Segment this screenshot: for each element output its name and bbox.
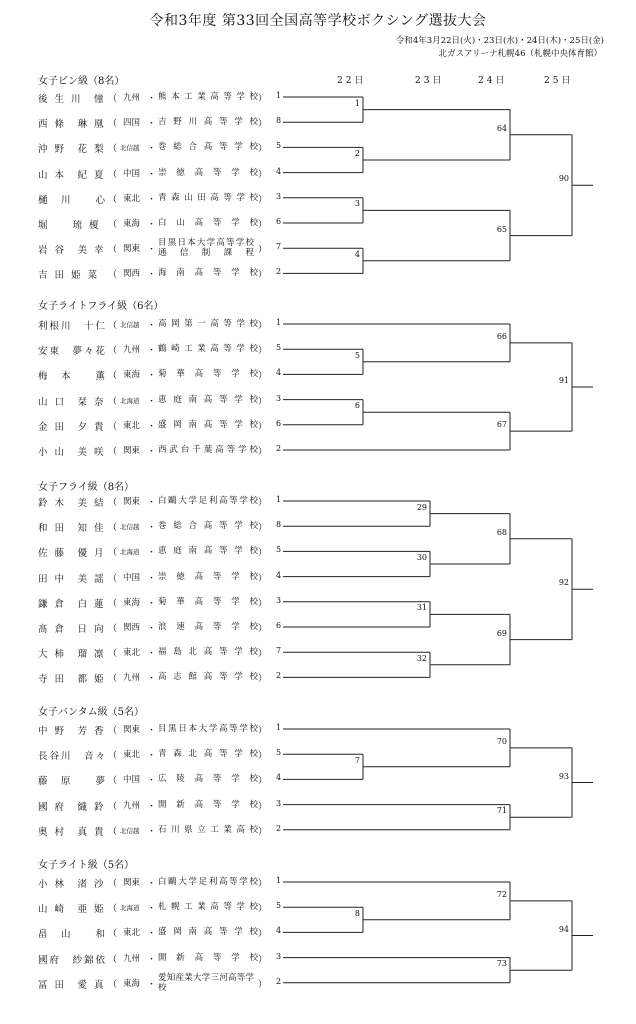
paren-open: （ (108, 144, 118, 155)
paren-open: （ (108, 270, 118, 281)
separator-dot: ・ (147, 954, 157, 965)
paren-open: （ (108, 826, 118, 837)
region-label: 東海 (123, 370, 141, 381)
separator-dot: ・ (147, 447, 157, 457)
school-name: 巻総合高等学校 (158, 142, 258, 153)
competitor-name: 小 山 美 咲 (38, 447, 106, 458)
region-label: 関東 (123, 497, 141, 507)
school-name: 菊華高等学校 (158, 596, 258, 607)
seed-number: 5 (276, 748, 282, 758)
paren-close: ） (258, 548, 268, 559)
competitor-name: 國府 紗錦依 (38, 954, 108, 966)
paren-open: （ (108, 447, 118, 457)
separator-dot: ・ (147, 321, 157, 331)
paren-open: （ (108, 573, 118, 584)
match-number: 69 (496, 628, 507, 638)
paren-close: ） (258, 573, 268, 584)
region-label: 九州 (123, 673, 141, 684)
paren-open: （ (108, 624, 118, 634)
match-number: 70 (496, 736, 507, 746)
school-name: 浪速高等学校 (158, 622, 258, 632)
school-name: 崇徳高等学校 (158, 571, 258, 582)
school-name: 白山高等学校 (158, 218, 258, 228)
separator-dot: ・ (147, 573, 157, 584)
match-number: 2 (354, 149, 360, 158)
seed-number: 8 (276, 520, 282, 530)
seed-number: 5 (276, 343, 282, 353)
school-name: 吉野川高等学校 (158, 117, 258, 128)
school-name: 開新高等学校 (158, 952, 258, 963)
event-dates: 令和4年3月22日(火)・23日(水)・24日(木)・25日(金) (395, 36, 604, 46)
competitor-name: 國 府 織 鈴 (38, 801, 106, 813)
seed-number: 8 (276, 116, 282, 126)
paren-open: （ (108, 548, 118, 559)
competitor-name: 中 野 芳 香 (38, 726, 106, 737)
region-label: 九州 (123, 345, 141, 356)
competitor-name: 藤 原 夢 (38, 776, 108, 788)
match-number: 3 (354, 199, 360, 209)
paren-close: ） (258, 649, 268, 660)
competitor-name: 後 生 川 憧 (38, 94, 106, 105)
region-label: 九州 (123, 800, 141, 811)
paren-open: （ (108, 498, 118, 508)
region-label: 九州 (123, 953, 141, 964)
seed-number: 6 (276, 621, 282, 630)
competitor-name: 堀 琉 榎 (38, 220, 101, 231)
paren-close: ） (258, 801, 268, 812)
competitor-name: 山 本 紀 夏 (38, 169, 106, 181)
paren-open: （ (108, 674, 118, 685)
region-label: 中国 (123, 572, 141, 583)
region-label: 東海 (123, 978, 141, 989)
seed-number: 3 (276, 951, 282, 961)
paren-open: （ (108, 94, 118, 104)
competitor-name: 長谷川 音々 (38, 751, 108, 763)
day-header: 24日 (478, 76, 508, 86)
paren-open: （ (108, 979, 118, 990)
day-header: 22日 (337, 76, 367, 86)
paren-close: ） (258, 144, 268, 155)
paren-open: （ (108, 421, 118, 432)
paren-close: ） (258, 194, 268, 205)
paren-close: ） (258, 929, 268, 940)
seed-number: 7 (276, 646, 282, 656)
separator-dot: ・ (147, 421, 157, 432)
competitor-name: 和 田 知 佳 (38, 523, 106, 535)
competitor-name: 利根川 十仁 (38, 321, 108, 332)
match-number: 1 (354, 98, 360, 108)
seed-number: 3 (276, 798, 282, 808)
seed-number: 2 (276, 671, 282, 681)
paren-close: ） (258, 119, 268, 130)
school-name: 崇徳高等学校 (158, 167, 258, 178)
match-number: 7 (354, 755, 360, 765)
seed-number: 1 (276, 91, 282, 100)
paren-open: （ (108, 929, 118, 940)
paren-close: ） (258, 776, 268, 787)
school-name: 恵庭南高等学校 (158, 546, 258, 557)
school-name: 開新高等学校 (158, 799, 258, 810)
separator-dot: ・ (147, 929, 157, 940)
match-number: 31 (416, 603, 427, 613)
paren-close: ） (258, 674, 268, 685)
match-number: 92 (558, 578, 569, 588)
separator-dot: ・ (147, 220, 157, 230)
paren-close: ） (258, 270, 268, 281)
separator-dot: ・ (147, 726, 157, 736)
school-name: 西武台千葉高等学校 (158, 445, 258, 455)
seed-number: 2 (276, 976, 282, 986)
seed-number: 1 (276, 723, 282, 732)
school-name: 広陵高等学校 (158, 774, 258, 785)
separator-dot: ・ (147, 94, 157, 104)
competitor-name: 樋 川 心 (38, 194, 108, 206)
match-number: 32 (416, 653, 427, 663)
seed-number: 2 (276, 823, 282, 833)
division-title: 女子フライ級（8名） (38, 482, 135, 493)
separator-dot: ・ (147, 624, 157, 634)
competitor-name: 山 口 栞 奈 (38, 396, 106, 408)
match-number: 6 (354, 401, 360, 411)
seed-number: 4 (276, 570, 282, 580)
day-header: 25日 (544, 76, 574, 86)
match-number: 94 (558, 924, 569, 934)
paren-close: ） (258, 904, 268, 915)
seed-number: 3 (276, 595, 282, 605)
match-number: 5 (354, 350, 360, 360)
competitor-name: 佐 藤 優 月 (38, 548, 106, 560)
paren-open: （ (108, 346, 118, 357)
seed-number: 3 (276, 393, 282, 403)
school-name: 海南高等学校 (158, 268, 258, 279)
region-label: 北海道 (120, 396, 140, 405)
paren-open: （ (108, 194, 118, 205)
school-name: 盛岡南高等学校 (158, 419, 258, 430)
seed-number: 1 (276, 318, 282, 327)
school-name: 鶴崎工業高等学校 (158, 344, 258, 355)
region-label: 関西 (123, 623, 141, 633)
match-number: 90 (558, 174, 569, 184)
region-label: 中国 (123, 168, 141, 179)
competitor-name: 髙 倉 日 向 (38, 624, 106, 635)
paren-close: ） (258, 169, 268, 180)
separator-dot: ・ (147, 523, 157, 534)
paren-close: ） (258, 979, 268, 990)
paren-open: （ (108, 119, 118, 130)
separator-dot: ・ (147, 751, 157, 762)
region-label: 北海道 (120, 904, 140, 913)
competitor-name: 奥 村 真 貴 (38, 826, 106, 838)
match-number: 72 (496, 889, 507, 899)
separator-dot: ・ (147, 548, 157, 559)
separator-dot: ・ (147, 396, 157, 407)
school-name: 白鷗大学足利高等学校 (158, 877, 258, 887)
school-name: 盛岡南高等学校 (158, 927, 258, 938)
match-number: 73 (496, 959, 507, 969)
region-label: 東海 (123, 597, 141, 608)
separator-dot: ・ (147, 169, 157, 180)
separator-dot: ・ (147, 270, 157, 281)
competitor-name: 寺 田 都 姫 (38, 674, 106, 686)
seed-number: 5 (276, 141, 282, 151)
paren-open: （ (108, 954, 118, 965)
region-label: 東北 (123, 928, 141, 939)
school-name: 青森北高等学校 (158, 749, 258, 760)
paren-close: ） (258, 447, 268, 457)
competitor-name: 冨 田 愛 真 (38, 979, 106, 991)
paren-open: （ (108, 523, 118, 534)
paren-close: ） (258, 954, 268, 965)
region-label: 関東 (123, 244, 141, 255)
division-title: 女子バンタム級（5名） (38, 707, 144, 718)
paren-open: （ (108, 879, 118, 889)
separator-dot: ・ (147, 346, 157, 357)
region-label: 中国 (123, 775, 141, 786)
school-name: 白鷗大学足利高等学校 (158, 496, 258, 506)
region-label: 北信越 (120, 523, 140, 532)
region-label: 東海 (123, 219, 141, 229)
school-name: 恵庭南高等学校 (158, 394, 258, 405)
paren-open: （ (108, 726, 118, 736)
paren-open: （ (108, 776, 118, 787)
school-name: 熊本工業高等学校 (158, 92, 258, 102)
region-label: 九州 (123, 93, 141, 103)
competitor-name: 沖 野 花 梨 (38, 144, 106, 156)
paren-close: ） (258, 346, 268, 357)
separator-dot: ・ (147, 979, 157, 990)
competitor-name: 岩 谷 美 幸 (38, 245, 106, 257)
paren-open: （ (108, 169, 118, 180)
seed-number: 1 (276, 495, 282, 504)
division-title: 女子ライトフライ級（6名） (38, 301, 164, 312)
seed-number: 2 (276, 267, 282, 277)
match-number: 29 (416, 502, 427, 512)
school-name: 青森山田高等学校 (158, 192, 258, 203)
match-number: 30 (416, 553, 427, 562)
seed-number: 1 (276, 876, 282, 885)
seed-number: 6 (276, 418, 282, 428)
paren-close: ） (258, 321, 268, 331)
paren-close: ） (258, 245, 268, 256)
competitor-name: 田 中 美 謡 (38, 573, 106, 585)
competitor-name: 鈴 木 美 結 (38, 498, 106, 509)
school-name: 愛知産業大学三河高等学校 (158, 972, 254, 993)
competitor-name: 山 崎 亜 姫 (38, 904, 106, 916)
school-name: 高岡第一高等学校 (158, 319, 258, 329)
competitor-name: 梅 本 薫 (38, 371, 108, 383)
match-number: 64 (496, 123, 507, 133)
separator-dot: ・ (147, 498, 157, 508)
seed-number: 5 (276, 901, 282, 911)
region-label: 北信越 (120, 144, 140, 153)
separator-dot: ・ (147, 371, 157, 382)
seed-number: 4 (276, 166, 282, 176)
page-title: 令和3年度 第33回全国高等学校ボクシング選抜大会 (149, 13, 487, 29)
paren-open: （ (108, 904, 118, 915)
region-label: 関西 (123, 269, 141, 280)
separator-dot: ・ (147, 904, 157, 915)
region-label: 関東 (123, 878, 141, 888)
school-name: 福島北高等学校 (158, 647, 258, 658)
region-label: 関東 (123, 446, 141, 456)
separator-dot: ・ (147, 879, 157, 889)
region-label: 四国 (123, 118, 141, 129)
school-name: 札幌工業高等学校 (158, 902, 258, 913)
paren-close: ） (258, 726, 268, 736)
seed-number: 4 (276, 368, 282, 378)
paren-close: ） (258, 220, 268, 230)
paren-open: （ (108, 371, 118, 382)
match-number: 93 (558, 771, 569, 781)
region-label: 北信越 (120, 826, 140, 835)
separator-dot: ・ (147, 801, 157, 812)
separator-dot: ・ (147, 245, 157, 256)
region-label: 関東 (123, 725, 141, 735)
competitor-name: 西 條 琳 凰 (38, 119, 106, 131)
region-label: 北信越 (120, 321, 140, 329)
separator-dot: ・ (147, 826, 157, 837)
paren-open: （ (108, 321, 118, 331)
competitor-name: 金 田 夕 貴 (38, 421, 106, 433)
competitor-name: 鎌 倉 白 蓮 (38, 598, 106, 610)
region-label: 東北 (123, 193, 141, 204)
school-name: 巻総合高等学校 (158, 521, 258, 532)
paren-open: （ (108, 598, 118, 609)
separator-dot: ・ (147, 649, 157, 660)
match-number: 8 (354, 908, 360, 918)
seed-number: 7 (276, 242, 282, 252)
seed-number: 6 (276, 217, 282, 226)
paren-close: ） (258, 498, 268, 508)
separator-dot: ・ (147, 194, 157, 205)
separator-dot: ・ (147, 776, 157, 787)
paren-open: （ (108, 751, 118, 762)
competitor-name: 吉 田 姫 菜 (38, 270, 100, 282)
paren-close: ） (258, 598, 268, 609)
region-label: 北海道 (120, 548, 140, 557)
school-name: 目黒日本大学高等学校 (158, 724, 258, 734)
school-name: 目黒日本大学高等学校 通信制課程 (158, 238, 263, 259)
paren-close: ） (258, 523, 268, 534)
separator-dot: ・ (147, 119, 157, 130)
separator-dot: ・ (147, 144, 157, 155)
paren-close: ） (258, 879, 268, 889)
competitor-name: 大 柿 瑠 凛 (38, 649, 106, 661)
match-number: 65 (496, 224, 507, 234)
paren-open: （ (108, 396, 118, 407)
paren-open: （ (108, 801, 118, 812)
paren-close: ） (258, 421, 268, 432)
competitor-name: 畠 山 和 (38, 929, 108, 941)
paren-open: （ (108, 245, 118, 256)
seed-number: 3 (276, 191, 282, 201)
seed-number: 4 (276, 926, 282, 936)
competitor-name: 小 林 渚 沙 (38, 879, 106, 890)
school-name: 石川県立工業高校 (158, 824, 258, 835)
paren-close: ） (258, 826, 268, 837)
paren-close: ） (258, 94, 268, 104)
region-label: 東北 (123, 420, 141, 431)
paren-open: （ (108, 220, 118, 230)
match-number: 66 (496, 331, 507, 341)
paren-close: ） (258, 396, 268, 407)
paren-close: ） (258, 751, 268, 762)
division-title: 女子ライト級（5名） (38, 860, 135, 871)
day-header: 23日 (415, 76, 445, 86)
division-title: 女子ピン級（8名） (38, 76, 125, 87)
paren-close: ） (258, 371, 268, 382)
competitor-name: 安東 夢々花 (38, 346, 108, 358)
region-label: 東北 (123, 750, 141, 761)
paren-close: ） (258, 624, 268, 634)
school-name: 菊華高等学校 (158, 369, 258, 380)
seed-number: 5 (276, 545, 282, 555)
seed-number: 4 (276, 773, 282, 783)
match-number: 68 (496, 527, 507, 537)
paren-open: （ (108, 649, 118, 660)
match-number: 67 (496, 420, 507, 430)
separator-dot: ・ (147, 598, 157, 609)
seed-number: 2 (276, 444, 282, 453)
match-number: 4 (354, 249, 360, 259)
region-label: 東北 (123, 648, 141, 659)
match-number: 91 (558, 376, 569, 385)
separator-dot: ・ (147, 674, 157, 685)
event-venue: 北ガスアリーナ札幌46（札幌中央体育館） (438, 49, 602, 59)
match-number: 71 (496, 806, 507, 816)
school-name: 高志館高等学校 (158, 672, 258, 683)
